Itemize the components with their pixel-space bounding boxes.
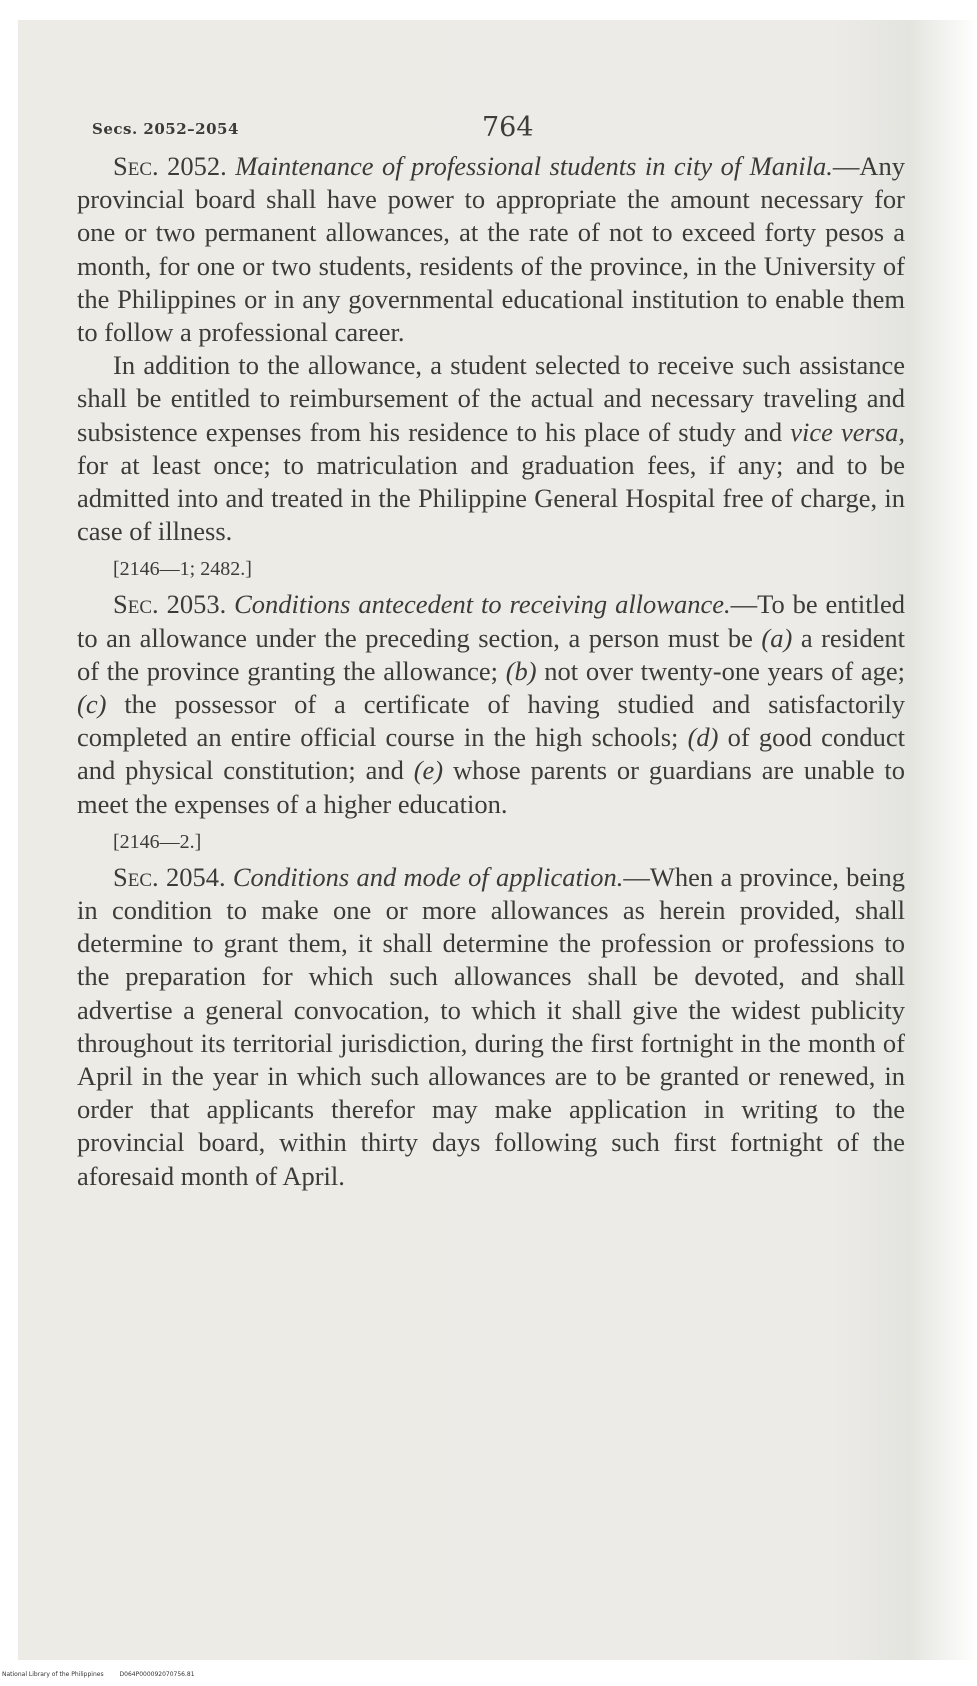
citation: [2146—2.] <box>113 830 202 853</box>
item-b: (b) <box>505 655 537 686</box>
sec-text: —When a province, being in condition to make one or more allowances as herein provided, shall determine to grant them, it shall determine the profession or professions to the preparation for which such allowances shall be devoted, and shall advertise a general convocation, to which it shall give the widest publicity throughout its territorial jurisdiction, during the first fortnight in the month of April in the year in which such allowances are to be granted or renewed, in order that applicants therefor may make application in writing to the provincial board, within thirty days following such first fortnight of the aforesaid month of April. <box>77 861 905 1191</box>
sec-title: Conditions and mode of application. <box>232 861 624 892</box>
sec-label: Sec. <box>113 589 159 620</box>
sec-text: a resident of the province granting the allowance; <box>77 622 905 686</box>
scan-footer <box>2 1671 209 1678</box>
sec-label: Sec. <box>113 861 159 892</box>
body-text <box>77 150 905 1193</box>
sec-text: not over twenty-one years of age; <box>536 655 905 686</box>
sec-2052-paragraph-2 <box>77 349 905 548</box>
item-d: (d) <box>687 722 719 753</box>
section-range: Secs. 2052–2054 <box>92 120 239 138</box>
item-e: (e) <box>413 755 444 786</box>
sec-number: 2052. <box>167 151 227 181</box>
sec-title: Maintenance of professional students in city of Manila. <box>235 151 833 181</box>
sec-text: whose parents or guardians are unable to meet the expenses of a higher education. <box>77 755 905 819</box>
sec-label: Sec. <box>113 151 159 181</box>
sec-text: —Any provincial board shall have power to appropriate the amount necessary for one or two permanent allowances, at the rate of not to exceed forty pesos a month, for one or two students, residents of the province, in the University of the Philippines or in any governmental educational institution to enable them to follow a professional career. <box>77 151 906 348</box>
sec-2054-paragraph <box>77 861 905 1193</box>
sec-text: the possessor of a certificate of having studied and satisfactorily completed an entire official course in the high schools; <box>77 689 905 753</box>
citation: [2146—1; 2482.] <box>113 558 252 581</box>
para-italic: vice versa, <box>790 416 905 447</box>
sec-2053-paragraph <box>77 588 905 820</box>
item-a: (a) <box>761 622 793 653</box>
sec-2052-paragraph <box>77 150 905 349</box>
item-c: (c) <box>77 689 107 720</box>
para-text: In addition to the allowance, a student selected to receive such assistance shall be entitled to reimbursement of the actual and necessary traveling and subsistence expenses from his residence to his place of study and <box>77 350 905 447</box>
sec-text: —To be entitled to an allowance under the preceding section, a person must be <box>77 589 906 653</box>
sec-number: 2053. <box>166 589 227 620</box>
sec-number: 2054. <box>165 861 226 892</box>
page-number: 764 <box>482 112 534 143</box>
sec-text: of good conduct and physical constitution; and <box>77 722 905 786</box>
sec-title: Conditions antecedent to receiving allowance. <box>234 589 731 620</box>
scan-code: D064P000092070756.81 <box>119 1671 195 1678</box>
library-name: National Library of the Philippines <box>2 1671 104 1678</box>
para-text: for at least once; to matriculation and graduation fees, if any; and to be admitted into and treated in the Philippine General Hospital free of charge, in case of illness. <box>77 449 905 547</box>
